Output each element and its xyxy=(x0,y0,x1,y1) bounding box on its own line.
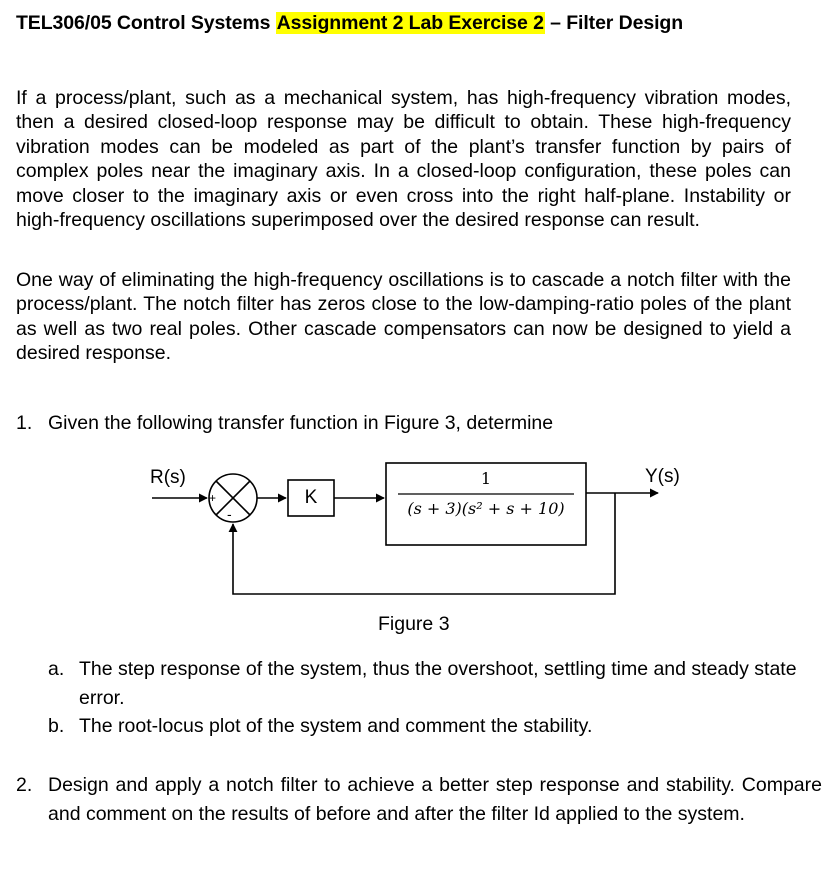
document-title xyxy=(16,12,683,35)
question-1a-label: a. xyxy=(48,658,65,680)
tf-numerator: 1 xyxy=(480,469,492,488)
output-label: Y(s) xyxy=(645,466,680,487)
notch-filter-paragraph: One way of eliminating the high-frequency oscillations is to cascade a notch filter with the process/plant. The notch filter has zeros close to the low-damping-ratio poles of the plant as well as two real poles. Other cascade compensators can now be designed to yield a desired response. xyxy=(16,269,791,365)
question-1a xyxy=(48,655,828,713)
figure-caption: Figure 3 xyxy=(378,613,450,635)
plus-sign: + xyxy=(209,491,217,505)
question-1b-text: The root-locus plot of the system and comment the stability. xyxy=(79,715,593,737)
question-1b-label: b. xyxy=(48,715,65,737)
question-1-number: 1. xyxy=(16,412,33,434)
question-1 xyxy=(16,409,553,438)
question-1b xyxy=(48,712,828,741)
summing-junction xyxy=(209,474,257,522)
input-label: R(s) xyxy=(150,467,186,488)
title-highlight: Assignment 2 Lab Exercise 2 xyxy=(276,12,544,34)
block-diagram xyxy=(0,450,834,610)
title-topic: – Filter Design xyxy=(544,12,684,34)
title-course: TEL306/05 Control Systems xyxy=(16,12,276,34)
question-2 xyxy=(16,771,822,829)
minus-sign: - xyxy=(227,506,232,522)
tf-denominator: (s + 3)(s² + s + 10) xyxy=(407,499,565,518)
question-1a-text: The step response of the system, thus the overshoot, settling time and steady state error. xyxy=(79,658,797,709)
question-2-number: 2. xyxy=(16,774,33,796)
gain-label: K xyxy=(304,487,318,508)
question-1-text: Given the following transfer function in Figure 3, determine xyxy=(48,412,554,434)
question-2-text: Design and apply a notch filter to achieve a better step response and stability. Compare and comment on the results of before and after the filter Id applied to the system. xyxy=(48,774,822,825)
intro-paragraph: If a process/plant, such as a mechanical system, has high-frequency vibration modes, then a desired closed-loop response may be difficult to obtain. These high-frequency vibration modes can be modeled as part of the plant’s transfer function by pairs of complex poles near the imaginary axis. In a closed-loop configuration, these poles can move closer to the imaginary axis or even cross into the right half-plane. Instability or high-frequency oscillations superimposed over the desired response can result. xyxy=(16,87,791,232)
